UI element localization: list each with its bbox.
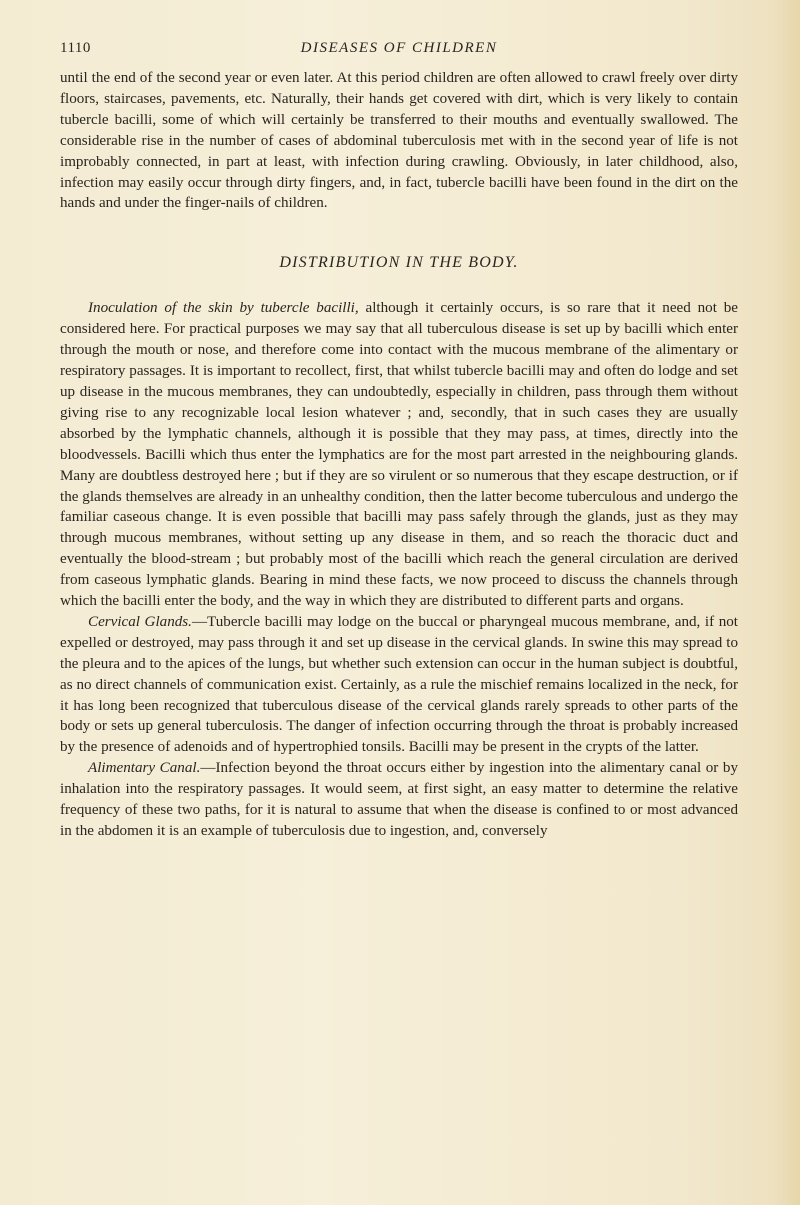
paragraph-lead-in: Cervical Glands.: [88, 613, 192, 630]
section-heading: DISTRIBUTION IN THE BODY.: [279, 254, 519, 272]
paragraph-body: although it certainly occurs, is so rare that it need not be considered here. For practical purposes we may say that all tuberculous disease is set up by bacilli which enter through the mouth or nose, and therefore come into contact with the mucous membrane of the alimentary or respiratory passages. It is important to recollect, first, that whilst tubercle bacilli may and often do lodge and set up disease in the mucous membranes, they can undoubtedly, especially in children, pass through them without giving rise to any recognizable local lesion whatever ; and, secondly, that in such cases they are usually absorbed by the lymphatic channels, although it is possible that they may pass, at times, directly into the bloodvessels. Bacilli which thus enter the lymphatics are for the most part arrested in the neighbouring glands. Many are doubtless destroyed here ; but if they are so virulent or so numerous that they escape destruction, or if the glands themselves are already in an unhealthy condition, then the latter become tuberculous and undergo the familiar caseous change. It is even possible that bacilli may pass safely through the glands, just as they may through mucous membranes, without setting up any disease in them, and so reach the thoracic duct and eventually the blood-stream ; but probably most of the bacilli which reach the general circulation are derived from caseous lymphatic glands. Bearing in mind these facts, we now proceed to discuss the channels through which the bacilli enter the body, and the way in which they are distributed to different parts and organs.: [60, 300, 738, 610]
running-title: DISEASES OF CHILDREN: [300, 40, 498, 56]
paragraph-body: —Infection beyond the throat occurs either by ingestion into the alimentary canal or by inhalation into the respiratory passages. It would seem, at first sight, an easy matter to determine the relative frequency of these two paths, for it is natural to assume that when the disease is confined to or most advanced in the abdomen it is an example of tuberculosis due to ingestion, and, conversely: [60, 760, 739, 839]
paragraph-alimentary-canal: [60, 758, 738, 842]
paragraph-cervical-glands: [60, 612, 738, 758]
paragraph-body: —Tubercle bacilli may lodge on the buccal or pharyngeal mucous membrane, and, if not expelled or destroyed, may pass through it and set up disease in the cervical glands. In swine this may spread to the pleura and to the apices of the lungs, but whether such extension can occur in the human subject is doubtful, as no direct channels of communication exist. Certainly, as a rule the mischief remains localized in the neck, for it has long been recognized that tuberculous disease of the cervical glands rarely spreads to other parts of the body or sets up general tuberculosis. The danger of infection occurring through the throat is probably increased by the presence of adenoids and of hypertrophied tonsils. Bacilli may be present in the crypts of the latter.: [60, 613, 738, 756]
paragraph-lead-in: Inoculation of the skin by tubercle bacilli,: [88, 300, 359, 317]
paragraph-inoculation: [60, 298, 738, 612]
continued-paragraph: until the end of the second year or even later. At this period children are often allowed to crawl freely over dirty floors, staircases, pavements, etc. Naturally, their hands get covered with dirt, which is very likely to contain tubercle bacilli, some of which will certainly be transferred to their mouths and eventually swallowed. The considerable rise in the number of cases of abdominal tuberculosis met with in the second year of life is not improbably connected, in part at least, with infection during crawling. Obviously, in later childhood, also, infection may easily occur through dirty fingers, and, in fact, tubercle bacilli have been found in the dirt on the hands and under the finger-nails of children.: [60, 70, 738, 212]
page-number: 1110: [60, 40, 91, 56]
paragraph-lead-in: Alimentary Canal.: [88, 760, 201, 777]
running-head: [60, 40, 738, 60]
